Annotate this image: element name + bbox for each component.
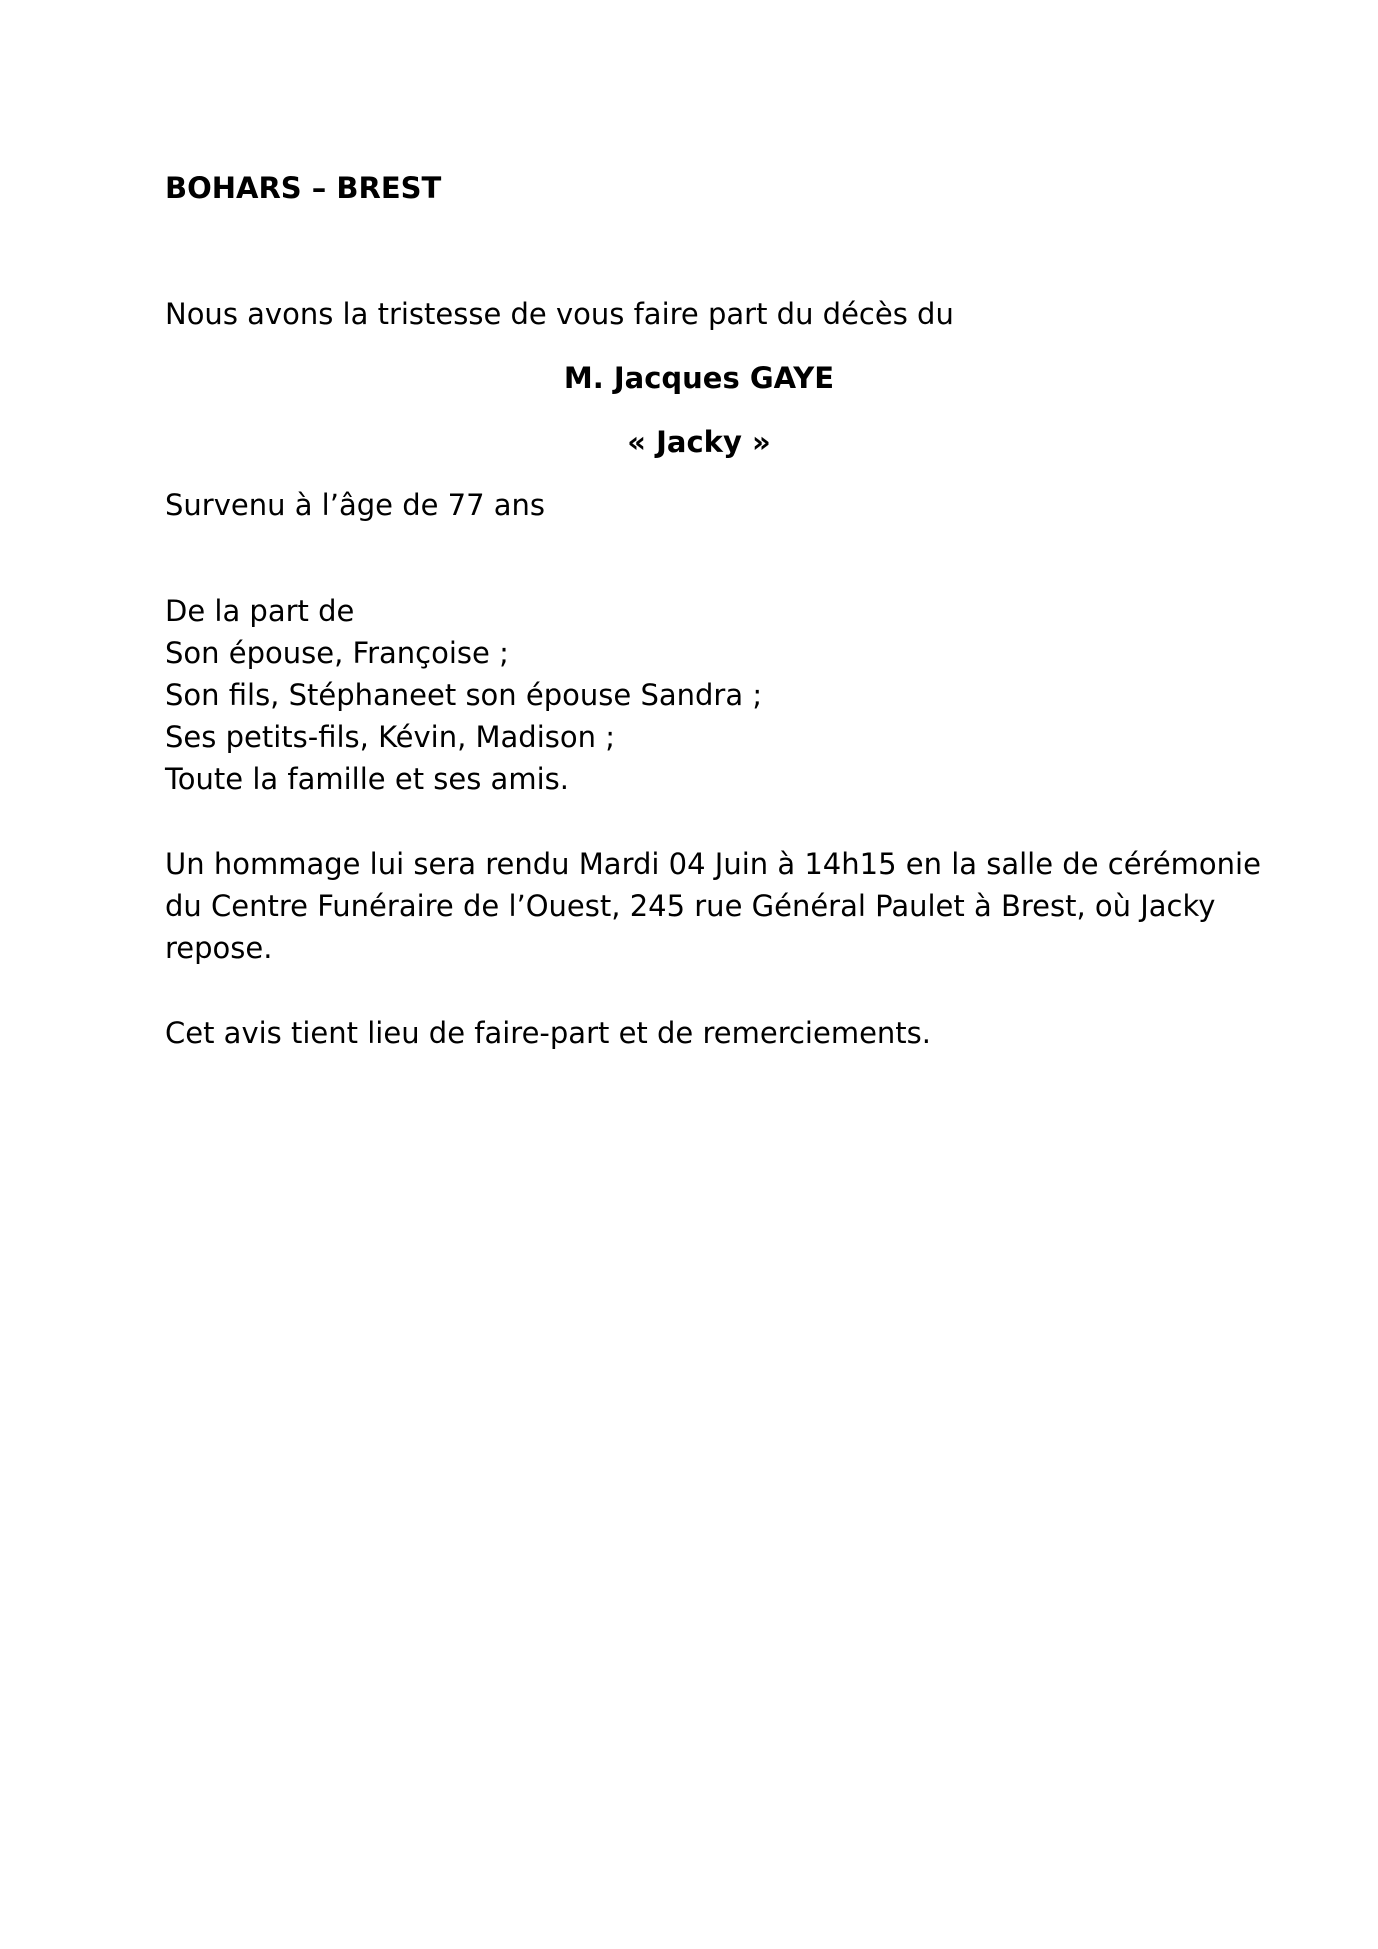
ceremony-block: [165, 843, 1261, 969]
ceremony-line: du Centre Funéraire de l’Ouest, 245 rue Général Paulet à Brest, où Jacky: [165, 889, 1216, 923]
ceremony-line: Un hommage lui sera rendu Mardi 04 Juin à 14h15 en la salle de cérémonie: [165, 847, 1261, 881]
family-line: Toute la famille et ses amis.: [165, 762, 569, 796]
family-line: Son épouse, Françoise ;: [165, 636, 509, 670]
deceased-name: M. Jacques GAYE: [563, 361, 835, 395]
deceased-nickname: « Jacky »: [627, 425, 771, 459]
ceremony-line: repose.: [165, 931, 273, 965]
family-block: [165, 590, 762, 800]
family-line: Ses petits-fils, Kévin, Madison ;: [165, 720, 615, 754]
location-heading: BOHARS – BREST: [165, 171, 442, 205]
age-line: Survenu à l’âge de 77 ans: [165, 488, 546, 522]
intro-text: Nous avons la tristesse de vous faire part du décès du: [165, 297, 954, 331]
family-line: Son fils, Stéphaneet son épouse Sandra ;: [165, 678, 763, 712]
family-heading: De la part de: [165, 594, 355, 628]
closing-text: Cet avis tient lieu de faire-part et de remerciements.: [165, 1016, 931, 1050]
